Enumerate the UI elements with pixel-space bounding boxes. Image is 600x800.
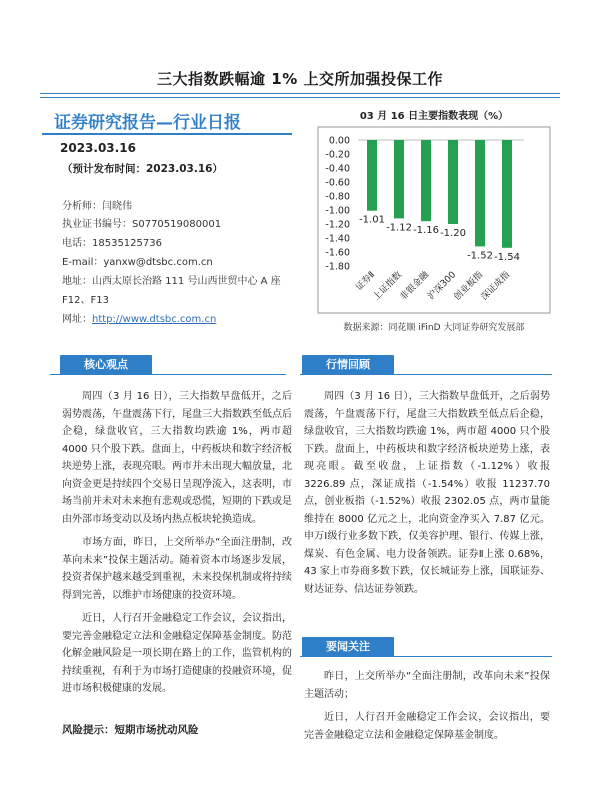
y-tick-label: -1.20 xyxy=(325,219,350,231)
section-market-line xyxy=(300,374,552,375)
bar xyxy=(448,140,458,224)
headline: 三大指数跌幅逾 1% 上交所加强投保工作 xyxy=(157,70,443,88)
license-number: 执业证书编号：S0770519080001 xyxy=(62,219,222,230)
risk-warning: 风险提示：短期市场扰动风险 xyxy=(62,724,199,736)
core-paragraph: 周四（3 月 16 日），三大指数早盘低开，之后弱势震荡，午盘震荡下行，尾盘三大指数跌至低点后企稳，绿盘收官，三大指数均跌逾 1%，两市超 4000 只个股下跌。盘面上，中药板块和数字经济板块逆势上涨，表现亮眼。两市并未出现大幅放量，北向资金更是持续四个交易日呈现净流入，这表明，市场当前并未对未来抱有悲观或恐慌，短期的下跌或是由外部市场变动以及场内热点板块轮换造成。 xyxy=(62,391,292,525)
email: E-mail：yanxw@dtsbc.com.cn xyxy=(62,257,213,268)
y-tick-label: -1.60 xyxy=(325,247,350,259)
market-body xyxy=(304,388,550,604)
news-paragraph: 近日，人行召开金融稳定工作会议，会议指出，要完善金融稳定立法和金融稳定保障基金制度。 xyxy=(304,712,550,741)
section-news-line xyxy=(300,656,552,657)
bar-value-label: -1.20 xyxy=(440,228,466,239)
section-core-line xyxy=(50,374,286,375)
section-news-tag: 要闻关注 xyxy=(302,637,394,657)
news-paragraph: 昨日，上交所举办“全面注册制，改革向未来”投保主题活动； xyxy=(304,671,550,700)
market-paragraph: 周四（3 月 16 日），三大指数早盘低开，之后弱势震荡，午盘震荡下行，尾盘三大指数跌至低点后企稳，绿盘收官，三大指数均跌逾 1%，两市超 4000 只个股下跌。盘面上，中药板块和数字经济板块逆势上涨，表现亮眼。截至收盘，上证指数（-1.12%）收报 3226.89 点，深证成指（-1.54%）收报 11237.70 点，创业板指（-1.52%）收报 2302.05 点，两市量能维持在 8000 亿元之上，北向资金净买入 7.87 亿元。申万Ⅰ级行业多数下跌，仅美容护理、银行、传媒上涨，煤炭、有色金属、电力设备领跌。证券Ⅱ上涨 0.68%，43 家上市券商多数下跌，仅长城证券上涨，国联证券、财达证券、信达证券领跌。 xyxy=(304,391,550,595)
title-rule xyxy=(42,133,292,135)
header-rule-bottom xyxy=(40,97,560,98)
address-line2: F12、F13 xyxy=(62,295,109,306)
y-tick-label: -0.40 xyxy=(325,163,350,175)
core-paragraph: 市场方面，昨日，上交所举办“全面注册制，改革向未来”投保主题活动。随着资本市场逐步发展，投资者保护越来越受到重视，未来投保机制或将持续得到完善，以维护市场健康的投资环境。 xyxy=(62,537,292,601)
y-tick-label: -1.00 xyxy=(325,205,350,217)
bar xyxy=(502,140,512,248)
core-body xyxy=(62,388,292,704)
core-paragraph: 近日，人行召开金融稳定工作会议，会议指出，要完善金融稳定立法和金融稳定保障基金制度。防范化解金融风险是一项长期在路上的工作，监管机构的持续重视，有利于为市场打造健康的投融资环境，促进市场积极健康的发展。 xyxy=(62,613,292,694)
news-body xyxy=(304,668,550,750)
chart-title: 03 月 16 日主要指数表现（%） xyxy=(359,111,509,122)
chart-frame xyxy=(318,127,550,313)
x-tick-label: 非银金融 xyxy=(398,270,432,303)
section-core-tag: 核心观点 xyxy=(60,355,152,375)
report-date: 2023.03.16 xyxy=(60,141,136,155)
bar xyxy=(394,140,404,218)
x-tick-label: 证券Ⅱ xyxy=(354,270,378,293)
bar-value-label: -1.52 xyxy=(467,250,493,262)
bar-value-label: -1.12 xyxy=(386,222,412,234)
website-label: 网址： xyxy=(62,314,92,325)
x-tick-label: 上证指数 xyxy=(371,270,405,303)
x-tick-label: 沪深300 xyxy=(426,270,459,303)
y-tick-label: -1.80 xyxy=(325,261,350,273)
bar xyxy=(421,140,431,221)
x-tick-label: 创业板指 xyxy=(452,270,486,303)
section-market-tag: 行情回顾 xyxy=(302,355,394,375)
analyst: 分析师：闫晓伟 xyxy=(62,201,132,212)
header-rule-top xyxy=(40,93,560,94)
bar xyxy=(475,140,485,246)
y-tick-label: 0.00 xyxy=(328,135,350,147)
website xyxy=(62,313,216,327)
website-link[interactable]: http://www.dtsbc.com.cn xyxy=(92,314,217,325)
y-tick-label: -1.40 xyxy=(325,233,350,245)
bar-value-label: -1.16 xyxy=(413,225,439,237)
chart-source: 数据来源：同花顺 iFinD 大同证券研究发展部 xyxy=(343,323,525,333)
bar-value-label: -1.54 xyxy=(494,251,520,263)
bar xyxy=(367,140,377,211)
bar-value-label: -1.01 xyxy=(359,214,385,226)
x-tick-label: 深证成指 xyxy=(479,270,513,303)
phone: 电话：18535125736 xyxy=(62,238,162,249)
publish-date: （预计发布时间：2023.03.16） xyxy=(62,163,223,175)
y-tick-label: -0.80 xyxy=(325,191,350,203)
report-title: 证券研究报告—行业日报 xyxy=(54,113,241,133)
y-tick-label: -0.60 xyxy=(325,177,350,189)
y-tick-label: -0.20 xyxy=(325,149,350,161)
address-line1: 地址：山西太原长治路 111 号山西世贸中心 A 座 xyxy=(62,276,281,287)
